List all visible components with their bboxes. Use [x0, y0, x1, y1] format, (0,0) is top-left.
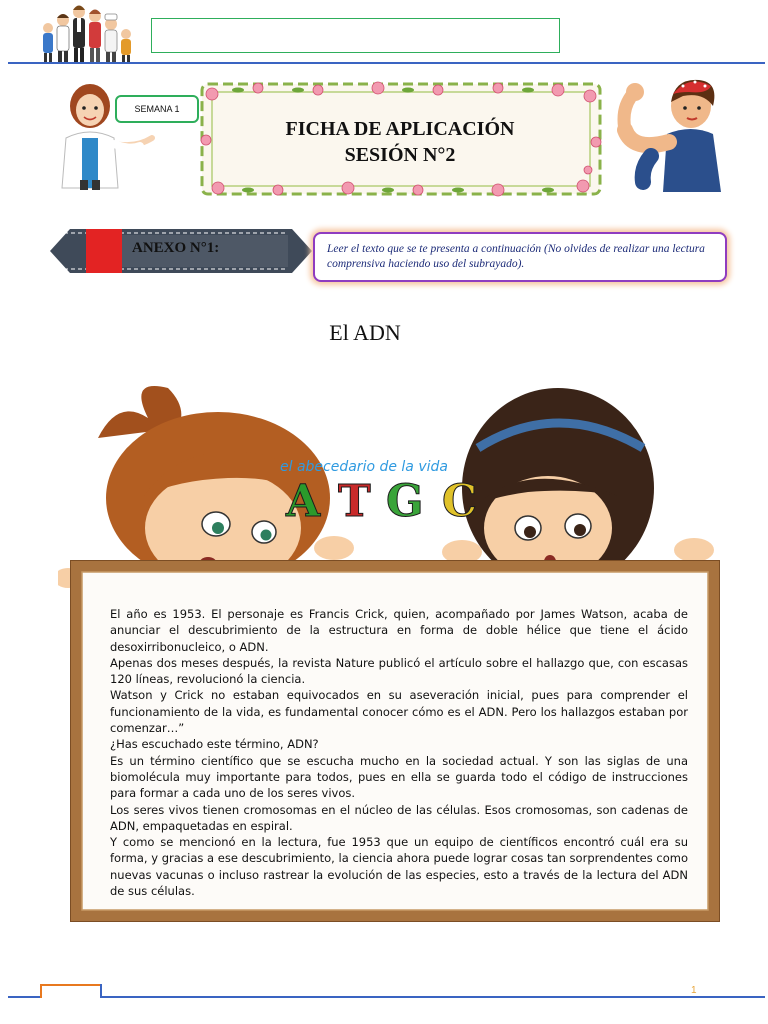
paragraph-2: Apenas dos meses después, la revista Nature publicó el artículo sobre el hallazgo que, con escasas 120 líneas, revolucionó la ciencia. [110, 655, 688, 687]
paragraph-6: Los seres vivos tienen cromosomas en el núcleo de las células. Esos cromosomas, son cadenas de ADN, empaquetadas en espiral. [110, 802, 688, 833]
instruction-text: Leer el texto que se te presenta a continuación (No olvides de realizar una lectura comprensiva haciendo uso del subrayado). [327, 243, 705, 270]
footer-rule [100, 996, 765, 998]
worksheet-title-line2: SESIÓN N°2 [344, 144, 456, 166]
paragraph-5: Es un término científico que se escucha mucho en la sociedad actual. Y son las siglas de una biomolécula muy importante para todos, pues en ella se guarda todo el código de instrucciones para formar a cada uno de los seres vivos. [110, 753, 688, 801]
footer-notch-left [40, 984, 42, 998]
letter-a: A [286, 476, 321, 527]
header-rule [8, 62, 765, 64]
person-4 [89, 10, 101, 63]
annex-label: ANEXO N°1: [132, 240, 220, 256]
person-1 [43, 23, 53, 62]
atgc-caption: el abecedario de la vida [280, 459, 448, 475]
instruction-box [313, 232, 727, 282]
reading-title: El ADN [329, 320, 401, 345]
people-professions-illustration [36, 2, 136, 64]
letter-c: C [442, 476, 478, 527]
footer-rule-left [8, 996, 40, 998]
person-6 [121, 29, 131, 62]
student-name-box[interactable] [151, 18, 560, 53]
footer-notch-top [40, 984, 100, 986]
person-2 [57, 14, 69, 62]
paragraph-1: El año es 1953. El personaje es Francis Crick, quien, acompañado por James Watson, acaba de anunciar el descubrimiento de la estructura en forma de doble hélice que tiene el ácido desoxirribonucleico, o ADN. [110, 607, 688, 654]
atgc-letters [286, 476, 486, 532]
week-badge: SEMANA 1 [115, 95, 199, 123]
person-3 [73, 6, 85, 63]
letter-t: T [338, 476, 371, 527]
page-number: 1 [691, 985, 697, 996]
paragraph-7: Y como se mencionó en la lectura, fue 1953 que un equipo de científicos encontró cuál era su forma, y gracias a ese descubrimiento, la ciencia ahora puede lograr cosas tan sorprendentes como nuevas vacunas o incluso rastrear la evolución de las especies, esto a través de la lectura del ADN de sus células. [110, 835, 688, 899]
person-5 [105, 14, 117, 62]
paragraph-3: Watson y Crick no estaban equivocados en su aseveración inicial, pues para comprender el funcionamiento de la vida, es fundamental conocer cómo es el ADN. Pero los hallazgos estaban por comenzar…” [110, 688, 688, 736]
worksheet-title [230, 116, 570, 168]
reading-passage [110, 606, 688, 899]
paragraph-4: ¿Has escuchado este término, ADN? [110, 737, 319, 752]
worksheet-title-line1: FICHA DE APLICACIÓN [285, 118, 515, 140]
letter-g: G [386, 476, 424, 527]
woman-flexing-illustration [603, 72, 728, 192]
